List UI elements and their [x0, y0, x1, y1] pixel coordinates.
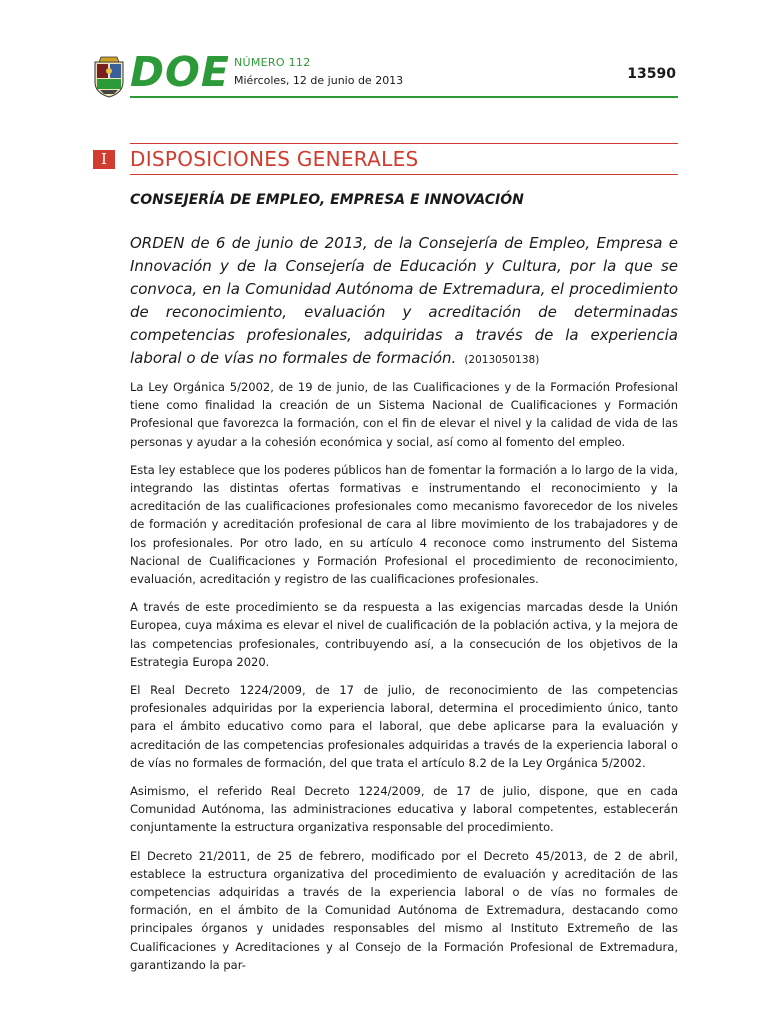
section-number: I — [93, 150, 115, 169]
section-rule-top — [130, 143, 678, 144]
doe-logo: DOE — [130, 48, 230, 96]
issue-date: Miércoles, 12 de junio de 2013 — [234, 74, 404, 87]
body-paragraph: La Ley Orgánica 5/2002, de 19 de junio, de las Cualificaciones y de la Formación Profesional tiene como finalidad la creación de un Sistema Nacional de Cualificaciones y Formación Profesional que favorezca la formación, con el fin de elevar el nivel y la calidad de vida de las personas y ayudar a la cohesión económica y social, así como al fomento del empleo. — [130, 380, 678, 449]
section-rule-bottom — [130, 174, 678, 175]
ministry-heading: CONSEJERÍA DE EMPLEO, EMPRESA E INNOVACIÓN — [130, 192, 524, 208]
issue-number: NÚMERO 112 — [234, 56, 311, 69]
page-number: 13590 — [627, 66, 676, 82]
body-paragraph: El Decreto 21/2011, de 25 de febrero, modificado por el Decreto 45/2013, de 2 de abril, establece la estructura organizativa del procedimiento de evaluación y acreditación de las competencias adquiridas a través de la experiencia laboral o de vías no formales de formación, en el ámbito de la Comunidad Autónoma de Extremadura, destacando como principales órganos y unidades responsables del mismo al Instituto Extremeño de las Cualificaciones y Acreditaciones y al Consejo de la Formación Profesional de Extremadura, garantizando la par- — [130, 848, 678, 972]
coat-of-arms-icon — [92, 56, 126, 98]
order-text: ORDEN de 6 de junio de 2013, de la Consejería de Empleo, Empresa e Innovación y de la Consejería de Educación y Cultura, por la que se convoca, en la Comunidad Autónoma de Extremadura, el procedimiento de reconocimiento, evaluación y acreditación de determinadas competencias profesionales, adquiridas a través de la experiencia laboral o de vías no formales de formación. — [130, 234, 678, 367]
header-rule — [130, 96, 678, 98]
section-title: DISPOSICIONES GENERALES — [130, 147, 419, 171]
body-paragraph: Esta ley establece que los poderes públicos han de fomentar la formación a lo largo de la vida, integrando las distintas ofertas formativas e instrumentando el reconocimiento y la acreditación de las cualificaciones profesionales como mecanismo favorecedor de los niveles de formación y acreditación profesional de cara al libre movimiento de los trabajadores y de los profesionales. Por otro lado, en su artículo 4 reconoce como instrumento del Sistema Nacional de Cualificaciones y Formación Profesional el procedimiento de reconocimiento, evaluación, acreditación y registro de las cualificaciones profesionales. — [130, 462, 678, 587]
order-code: (2013050138) — [464, 354, 540, 366]
order-title — [130, 232, 678, 372]
document-body — [130, 378, 678, 984]
page-header — [92, 48, 680, 100]
body-paragraph: A través de este procedimiento se da respuesta a las exigencias marcadas desde la Unión Europea, cuya máxima es elevar el nivel de cualificación de la población activa, y la mejora de las competencias profesionales, contribuyendo así, a la consecución de los objetivos de la Estrategia Europa 2020. — [130, 600, 678, 669]
body-paragraph: El Real Decreto 1224/2009, de 17 de julio, de reconocimiento de las competencias profesionales adquiridas por la experiencia laboral, determina el procedimiento único, tanto para el ámbito educativo como para el laboral, que debe aplicarse para la evaluación y acreditación de las competencias profesionales adquiridas a través de la experiencia laboral o de vías no formales de formación, del que trata el artículo 8.2 de la Ley Orgánica 5/2002. — [130, 683, 678, 770]
body-paragraph: Asimismo, el referido Real Decreto 1224/2009, de 17 de julio, dispone, que en cada Comunidad Autónoma, las administraciones educativa y laboral competentes, establecerán conjuntamente la estructura organizativa responsable del procedimiento. — [130, 784, 678, 835]
